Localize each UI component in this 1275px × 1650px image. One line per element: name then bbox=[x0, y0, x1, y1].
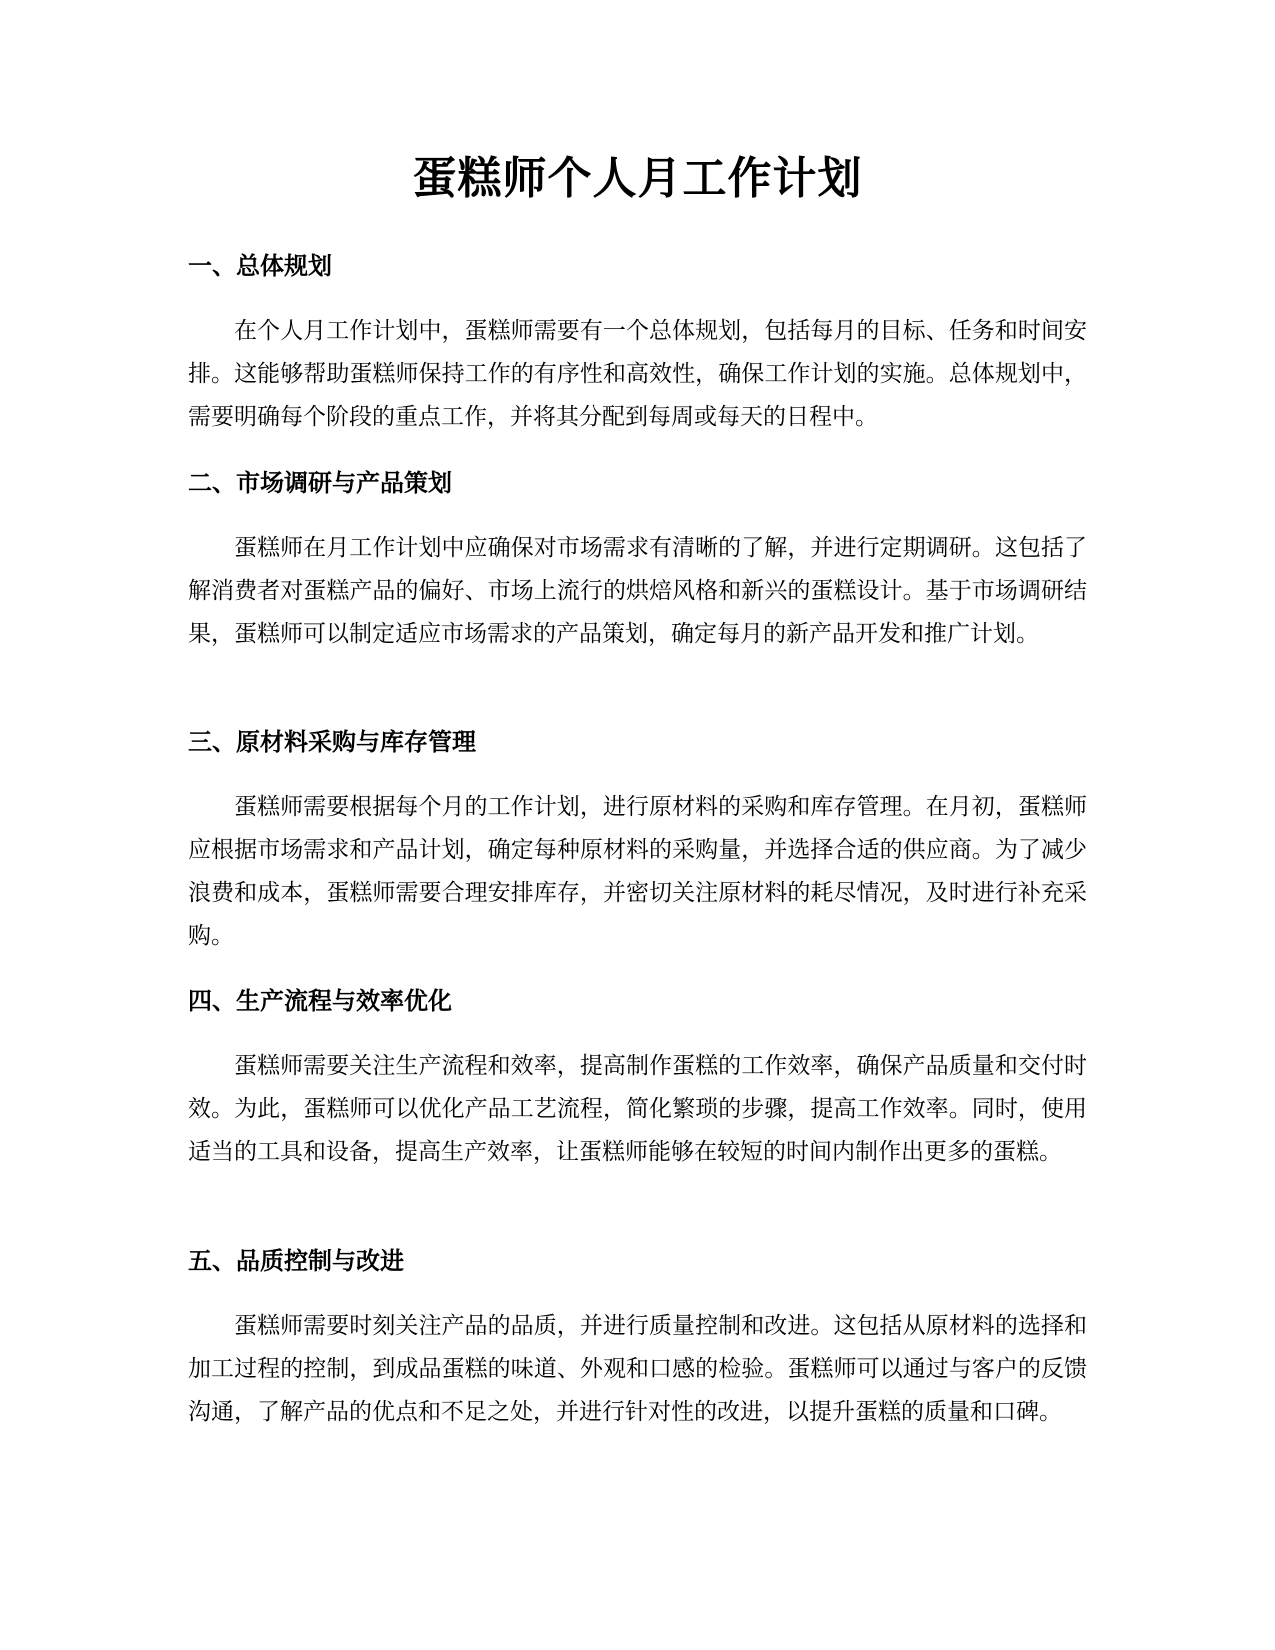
section-production-efficiency bbox=[188, 985, 1087, 1174]
section-procurement-inventory bbox=[188, 726, 1087, 958]
section-paragraph: 蛋糕师需要根据每个月的工作计划，进行原材料的采购和库存管理。在月初，蛋糕师应根据市场需求和产品计划，确定每种原材料的采购量，并选择合适的供应商。为了减少浪费和成本，蛋糕师需要合理安排库存，并密切关注原材料的耗尽情况，及时进行补充采购。 bbox=[188, 794, 1087, 949]
section-quality-control bbox=[188, 1245, 1087, 1434]
section-paragraph: 蛋糕师需要时刻关注产品的品质，并进行质量控制和改进。这包括从原材料的选择和加工过程的控制，到成品蛋糕的味道、外观和口感的检验。蛋糕师可以通过与客户的反馈沟通，了解产品的优点和不足之处，并进行针对性的改进，以提升蛋糕的质量和口碑。 bbox=[188, 1313, 1087, 1425]
section-heading: 五、品质控制与改进 bbox=[188, 1247, 404, 1275]
section-heading: 一、总体规划 bbox=[188, 252, 332, 280]
section-paragraph: 在个人月工作计划中，蛋糕师需要有一个总体规划，包括每月的目标、任务和时间安排。这能够帮助蛋糕师保持工作的有序性和高效性，确保工作计划的实施。总体规划中，需要明确每个阶段的重点工作，并将其分配到每周或每天的日程中。 bbox=[188, 318, 1087, 430]
section-heading: 四、生产流程与效率优化 bbox=[188, 987, 452, 1015]
section-market-research bbox=[188, 467, 1087, 656]
section-overall-planning bbox=[188, 250, 1087, 439]
document-title: 蛋糕师个人月工作计划 bbox=[412, 153, 863, 204]
section-heading: 三、原材料采购与库存管理 bbox=[188, 728, 476, 756]
section-paragraph: 蛋糕师在月工作计划中应确保对市场需求有清晰的了解，并进行定期调研。这包括了解消费者对蛋糕产品的偏好、市场上流行的烘焙风格和新兴的蛋糕设计。基于市场调研结果，蛋糕师可以制定适应市场需求的产品策划，确定每月的新产品开发和推广计划。 bbox=[188, 535, 1087, 647]
section-paragraph: 蛋糕师需要关注生产流程和效率，提高制作蛋糕的工作效率，确保产品质量和交付时效。为此，蛋糕师可以优化产品工艺流程，简化繁琐的步骤，提高工作效率。同时，使用适当的工具和设备，提高生产效率，让蛋糕师能够在较短的时间内制作出更多的蛋糕。 bbox=[188, 1053, 1087, 1165]
section-heading: 二、市场调研与产品策划 bbox=[188, 469, 452, 497]
